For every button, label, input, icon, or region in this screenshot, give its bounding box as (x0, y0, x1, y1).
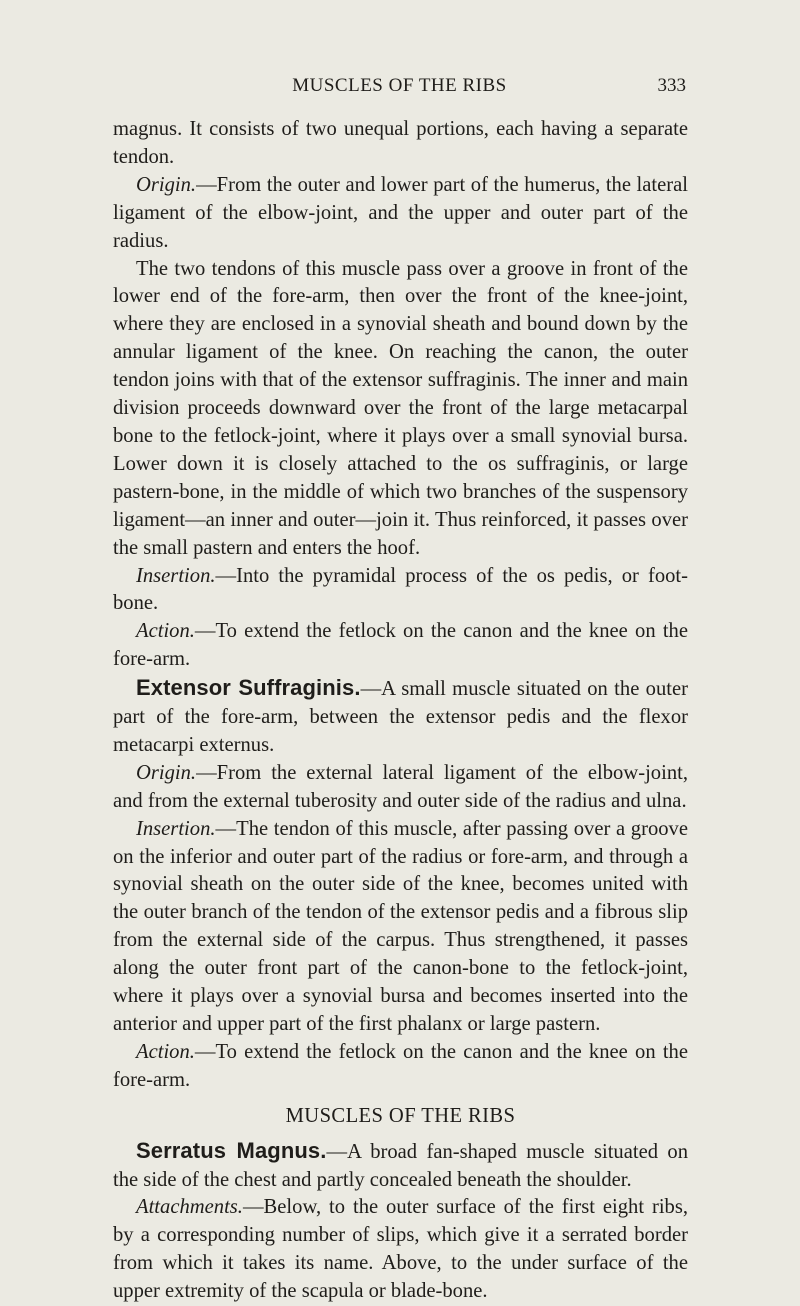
lead-in-origin: Origin. (136, 761, 197, 784)
paragraph-insertion (113, 563, 688, 619)
paragraph-serratus-magnus (113, 1137, 688, 1195)
paragraph-text: —The tendon of this muscle, after passing over a groove on the inferior and outer part of the radius or fore-arm, and through a synovial sheath on the outer side of the knee, becomes united with the outer branch of the tendon of the extensor pedis and a fibrous slip from the external side of the carpus. Thus strengthened, it passes along the outer front part of the canon-bone to the fetlock-joint, where it plays over a synovial bursa and becomes inserted into the anterior and upper part of the first phalanx or large pastern. (113, 817, 688, 1035)
lead-in-insertion: Insertion. (136, 564, 216, 587)
paragraph-text: magnus. It consists of two unequal portions, each having a separate tendon. (113, 118, 688, 168)
paragraph-action (113, 618, 688, 674)
paragraph-text: —A small muscle situated on the outer part of the fore-arm, between the extensor pedis and the flexor metacarpi externus. (113, 678, 688, 756)
paragraph-text: —Below, to the outer surface of the first eight ribs, by a corresponding number of slips, which give it a serrated border from which it takes its name. Above, to the under surface of the upper extremity of the scapula or blade-bone. (113, 1196, 688, 1303)
lead-in-origin: Origin. (136, 173, 197, 196)
lead-in-action: Action. (136, 620, 195, 643)
paragraph-attachments (113, 1194, 688, 1306)
paragraph-text: —To extend the fetlock on the canon and the knee on the fore-arm. (113, 620, 688, 671)
lead-in-action: Action. (136, 1040, 195, 1063)
body-text (113, 116, 688, 1306)
section-heading: MUSCLES OF THE RIBS (285, 1104, 516, 1127)
paragraph-action (113, 1039, 688, 1095)
paragraph-text: —A broad fan-shaped muscle situated on the side of the chest and partly concealed beneath the shoulder. (113, 1140, 688, 1191)
running-head (113, 72, 686, 100)
paragraph-text: —Into the pyramidal process of the os pedis, or foot-bone. (113, 564, 688, 615)
page-number: 333 (657, 75, 686, 96)
lead-in-insertion: Insertion. (136, 817, 216, 840)
paragraph-insertion (113, 816, 688, 1039)
paragraph-extensor-suffraginis (113, 674, 688, 760)
muscle-name-extensor-suffraginis: Extensor Suffraginis. (136, 675, 361, 701)
paragraph-text: —From the outer and lower part of the humerus, the lateral ligament of the elbow-joint, and the upper and outer part of the radius. (113, 173, 688, 252)
paragraph-text: —From the external lateral ligament of the elbow-joint, and from the external tuberosity and outer side of the radius and ulna. (113, 761, 688, 812)
running-title: MUSCLES OF THE RIBS (292, 75, 507, 96)
lead-in-attachments: Attachments. (136, 1196, 243, 1219)
paragraph-text: —To extend the fetlock on the canon and the knee on the fore-arm. (113, 1040, 688, 1091)
paragraph-origin (113, 172, 688, 256)
paragraph-origin (113, 760, 688, 816)
muscle-name-serratus-magnus: Serratus Magnus. (136, 1137, 327, 1163)
paragraph-continuation (113, 116, 688, 172)
paragraph-text: The two tendons of this muscle pass over a groove in front of the lower end of the fore-arm, then over the front of the knee-joint, where they are enclosed in a synovial sheath and bound down by the annular ligament of the knee. On reaching the canon, the outer tendon joins with that of the extensor suffraginis. The inner and main division proceeds downward over the front of the large metacarpal bone to the fetlock-joint, where it plays over a small synovial bursa. Lower down it is closely attached to the os suffraginis, or large pastern-bone, in the middle of which two branches of the suspensory ligament—an inner and outer—join it. Thus reinforced, it passes over the small pastern and enters the hoof. (113, 257, 688, 559)
paragraph-description (113, 256, 688, 563)
